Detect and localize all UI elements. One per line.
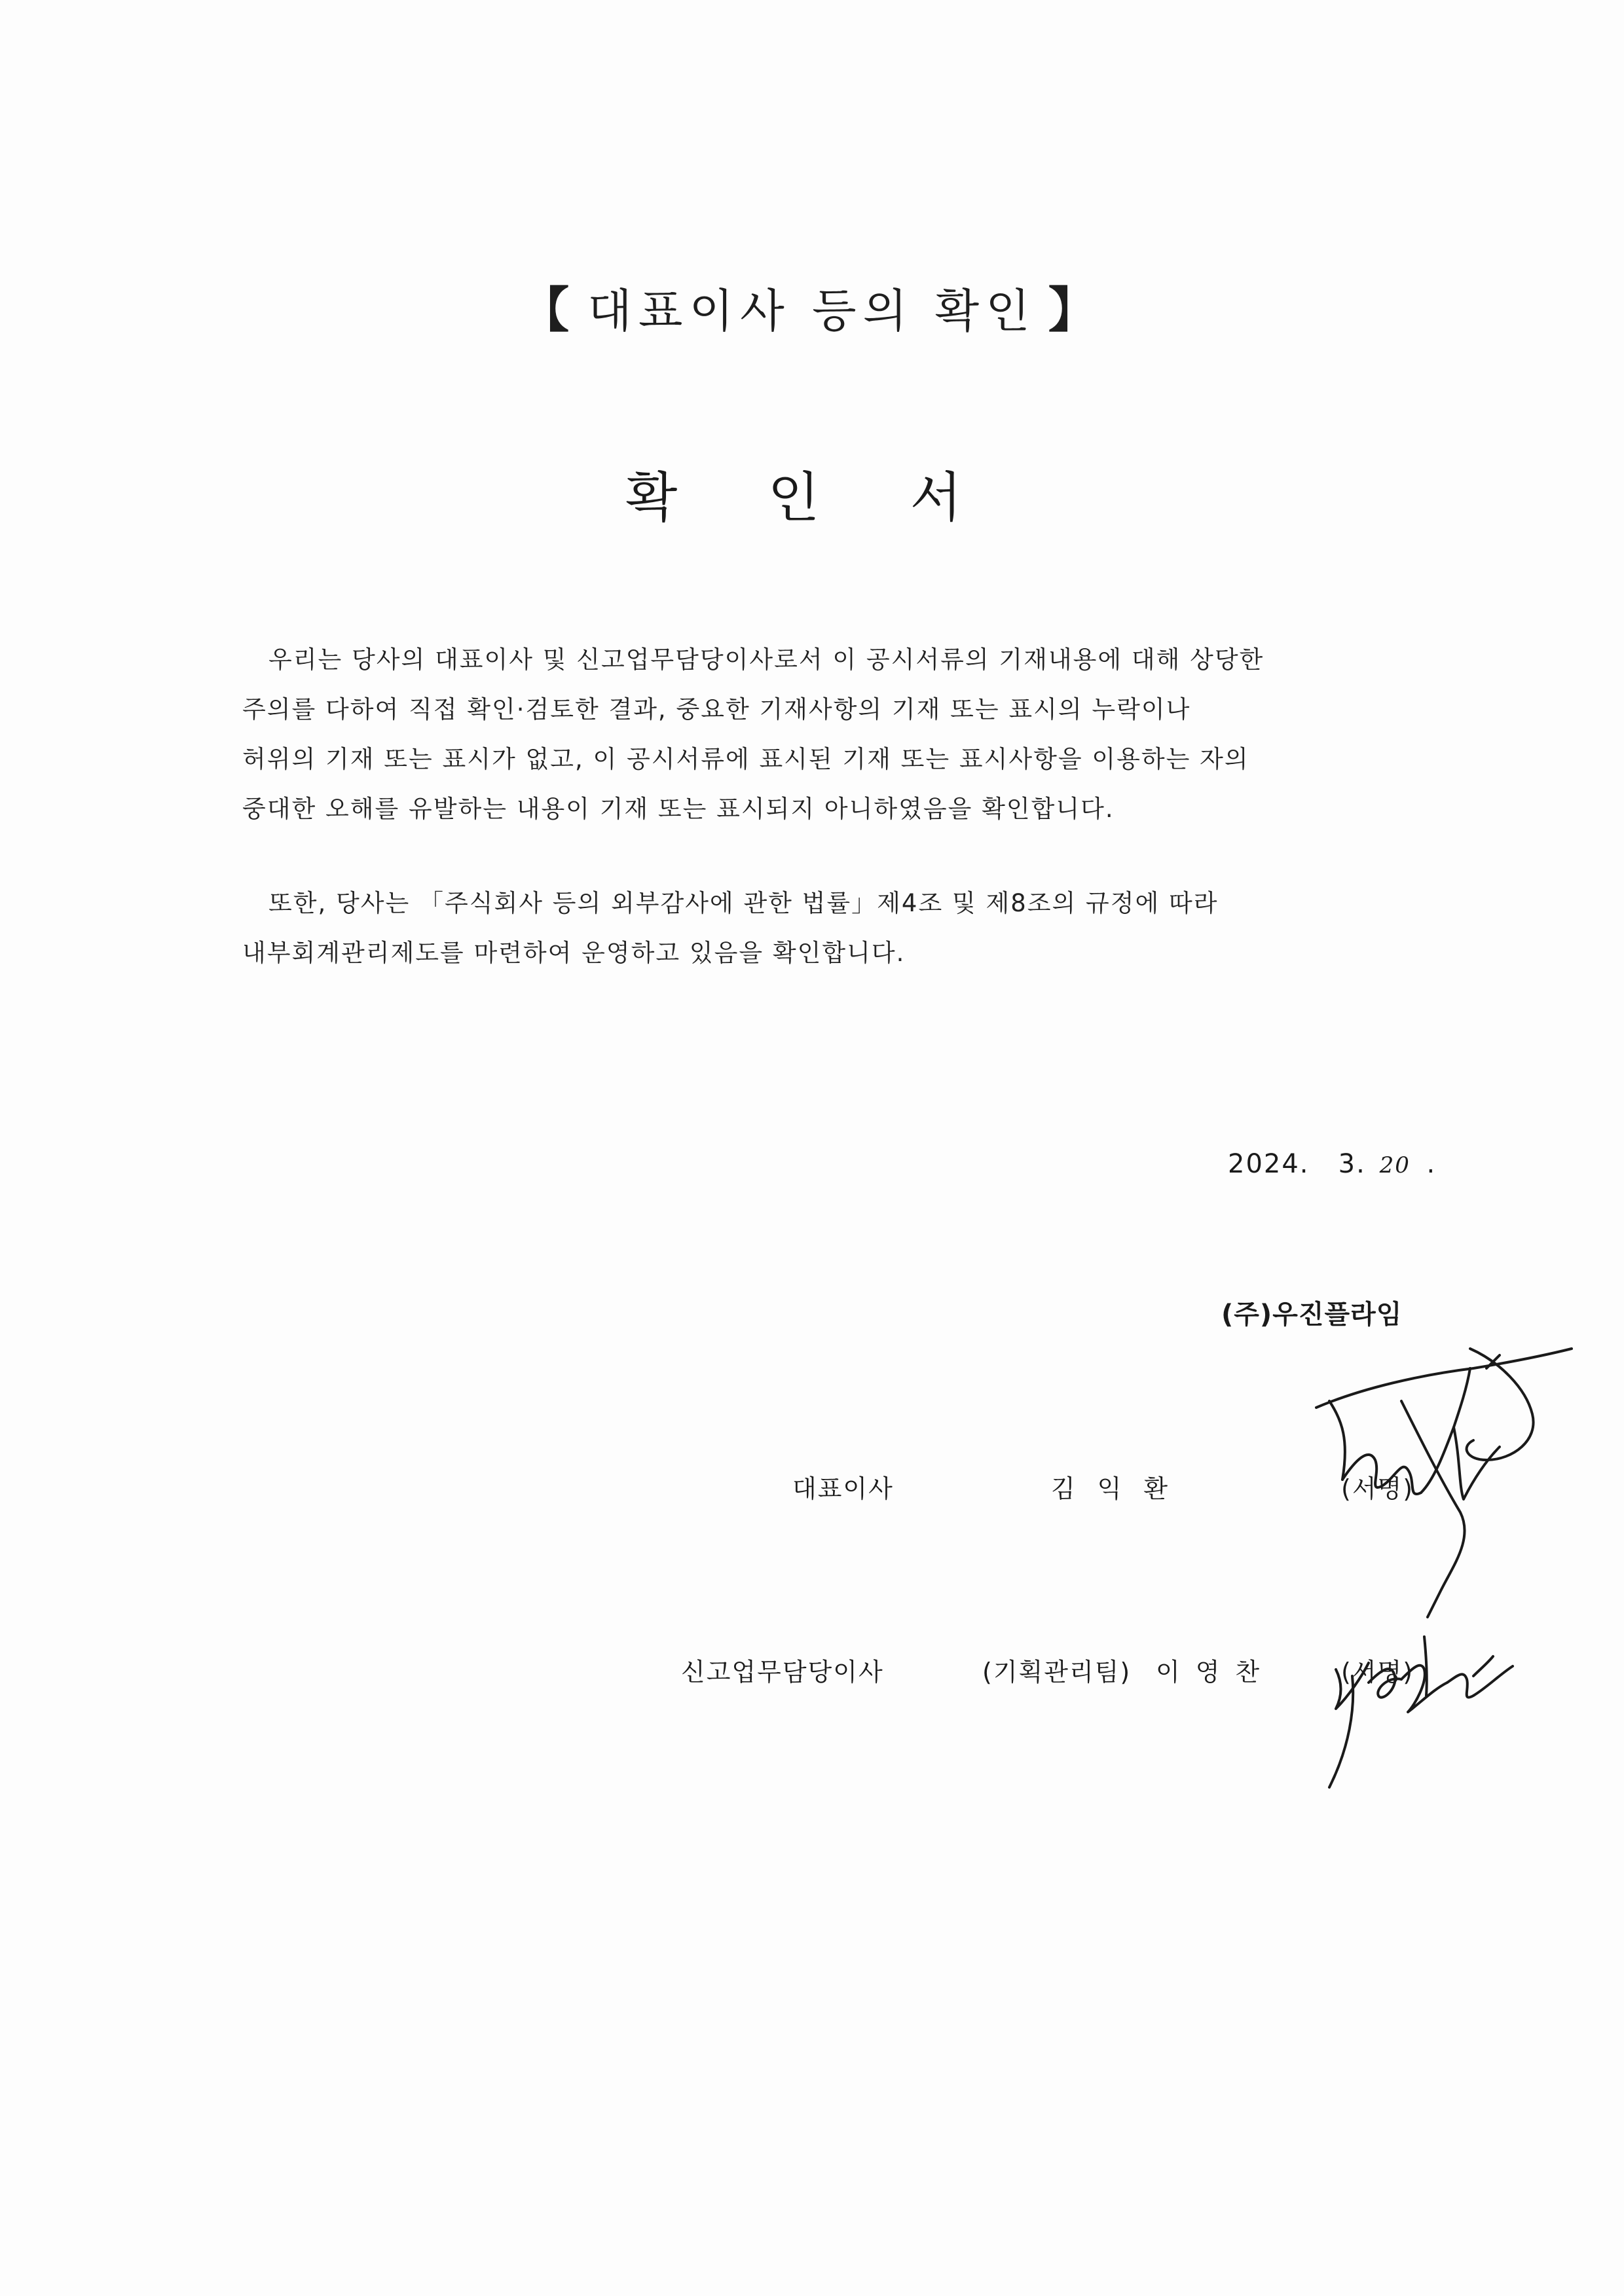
document-date (1228, 1149, 1436, 1179)
ceo-signature (1303, 1329, 1578, 1617)
document-title: 확 인 서 (625, 467, 999, 529)
disclosure-officer-signature-label: (서명) (1341, 1658, 1414, 1686)
date-year: 2024. (1228, 1149, 1310, 1179)
paragraph-line: 중대한 오해를 유발하는 내용이 기재 또는 표시되지 아니하였음을 확인합니다. (242, 795, 1115, 823)
heading-text: 대표이사 등의 확인 (587, 284, 1037, 338)
internal-control-paragraph (242, 879, 1421, 978)
heading-open-bracket: 【 (521, 282, 576, 338)
heading-close-bracket: 】 (1048, 282, 1103, 338)
ceo-role: 대표이사 (792, 1474, 894, 1503)
confirmation-paragraph (242, 635, 1421, 834)
ceo-signature-label: (서명) (1341, 1474, 1414, 1503)
disclosure-officer-name: 이영찬 (1156, 1658, 1276, 1686)
company-name: (주)우진플라임 (1221, 1300, 1403, 1330)
disclosure-officer-signature (1316, 1597, 1526, 1794)
paragraph-line: 허위의 기재 또는 표시가 없고, 이 공시서류에 표시된 기재 또는 표시사항을 이용하는 자의 (242, 745, 1249, 773)
paragraph-line: 주의를 다하여 직접 확인·검토한 결과, 중요한 기재사항의 기재 또는 표시의 누락이나 (242, 695, 1191, 723)
paragraph-line: 내부회계관리제도를 마련하여 운영하고 있음을 확인합니다. (242, 939, 906, 967)
paragraph-line: 우리는 당사의 대표이사 및 신고업무담당이사로서 이 공시서류의 기재내용에 대해 상당한 (268, 646, 1264, 674)
disclosure-officer-role: 신고업무담당이사 (681, 1658, 884, 1686)
disclosure-officer-department: (기획관리팀) (982, 1658, 1132, 1686)
date-month: 3. (1338, 1149, 1366, 1179)
date-day-handwritten: 20 (1379, 1152, 1411, 1178)
document-heading (0, 272, 1624, 341)
date-end: . (1426, 1149, 1437, 1179)
ceo-name: 김익환 (1051, 1474, 1190, 1503)
paragraph-line: 또한, 당사는 「주식회사 등의 외부감사에 관한 법률」제4조 및 제8조의 규정에 따라 (268, 889, 1219, 917)
